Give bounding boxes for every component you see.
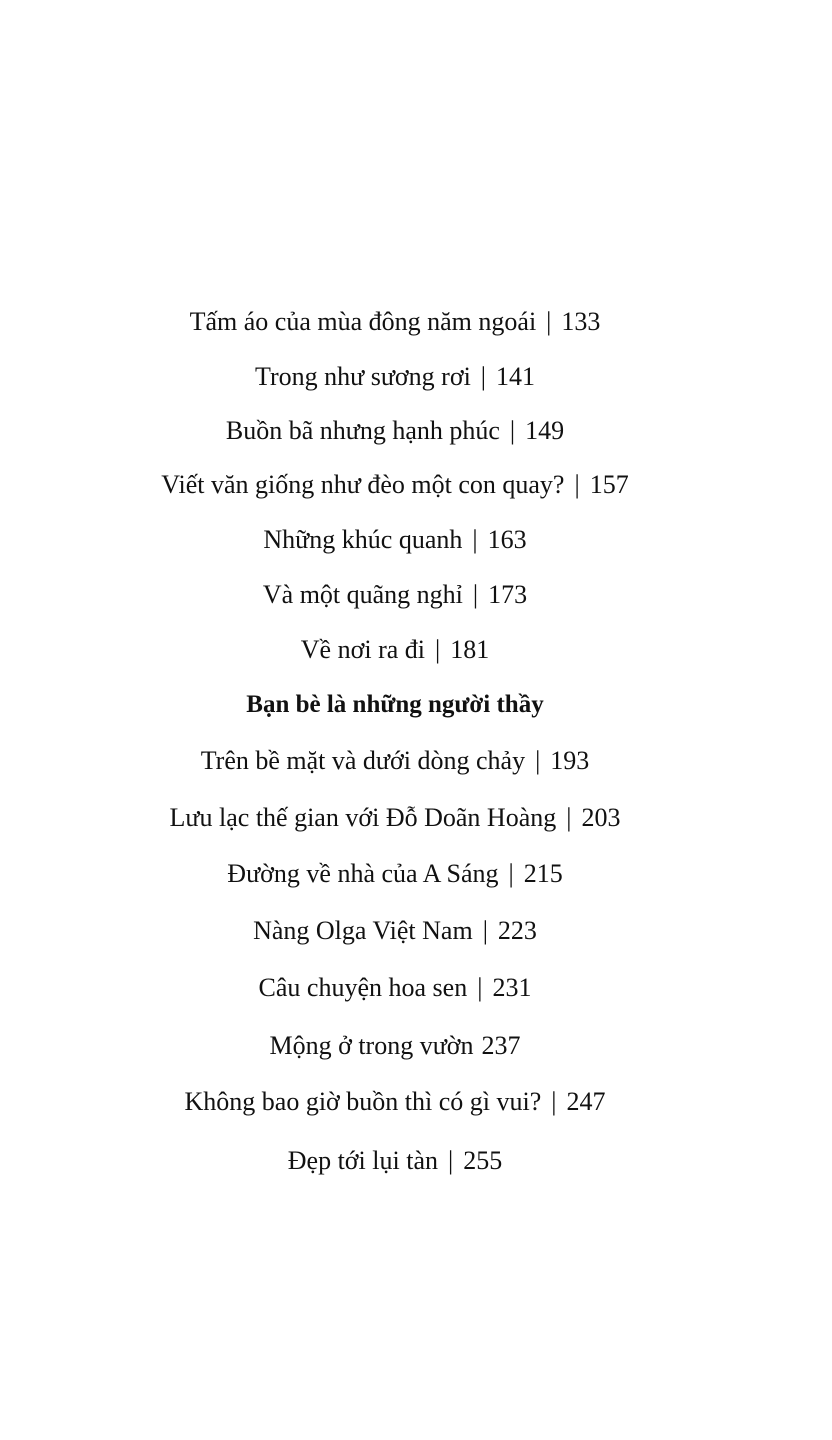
entry-page-number: 247 [566,1087,606,1116]
entry-separator: | [448,1146,454,1175]
toc-entry [0,858,790,890]
entry-separator: | [535,746,541,775]
toc-entry [0,415,790,447]
entry-title: Lưu lạc thế gian với Đỗ Doãn Hoàng [169,803,557,832]
entry-title: Buồn bã nhưng hạnh phúc [225,416,500,445]
toc-entry [0,579,790,611]
entry-separator: | [508,859,514,888]
toc-entry [0,802,790,834]
entry-title: Viết văn giống như đèo một con quay? [161,470,565,499]
entry-page-number: 157 [589,470,629,499]
entry-title: Đẹp tới lụi tàn [287,1146,438,1175]
entry-page-number: 231 [492,973,532,1002]
entry-title: Về nơi ra đi [300,635,425,664]
entry-separator: | [472,580,479,609]
entry-separator: | [546,307,552,336]
entry-title: Trong như sương rơi [254,362,471,391]
entry-separator: | [574,470,580,499]
entry-page-number: 255 [463,1146,503,1175]
entry-separator: | [509,416,516,445]
entry-page-number: 203 [581,803,621,832]
entry-page-number: 163 [487,525,527,554]
toc-entry [0,1086,790,1118]
section-heading: Bạn bè là những người thầy [246,691,544,718]
entry-title: Không bao giờ buồn thì có gì vui? [184,1087,542,1116]
toc-entry [0,972,790,1004]
entry-title: Nàng Olga Việt Nam [253,916,473,945]
entry-title: Những khúc quanh [263,525,463,554]
toc-entry [0,524,790,556]
toc-entry [0,469,790,501]
toc-entry [0,1145,790,1177]
entry-separator: | [435,635,441,664]
entry-title: Đường về nhà của A Sáng [227,859,499,888]
entry-page-number: 223 [497,916,537,945]
entry-title: Tấm áo của mùa đông năm ngoái [189,307,537,336]
entry-separator: | [472,525,478,554]
entry-separator: | [480,362,487,391]
entry-page-number: 181 [450,635,490,664]
entry-title: Trên bề mặt và dưới dòng chảy [200,746,526,775]
entry-title: Và một quãng nghỉ [262,580,463,609]
entry-separator: | [482,916,488,945]
entry-page-number: 215 [523,859,563,888]
toc-entry [0,745,790,777]
entry-title: Câu chuyện hoa sen [258,973,468,1002]
entry-page-number: 141 [496,362,536,391]
entry-page-number: 173 [488,580,528,609]
toc-entry [0,634,790,666]
entry-separator: | [477,973,483,1002]
entry-page-number: 133 [561,307,601,336]
toc-entry [0,1030,790,1062]
entry-title: Mộng ở trong vườn [269,1031,474,1060]
toc-entry [0,361,790,393]
toc-entry [0,915,790,947]
entry-separator: | [551,1087,557,1116]
entry-page-number: 193 [550,746,590,775]
entry-page-number: 237 [481,1031,521,1060]
toc-entry [0,306,790,338]
entry-separator: | [566,803,572,832]
entry-page-number: 149 [525,416,565,445]
